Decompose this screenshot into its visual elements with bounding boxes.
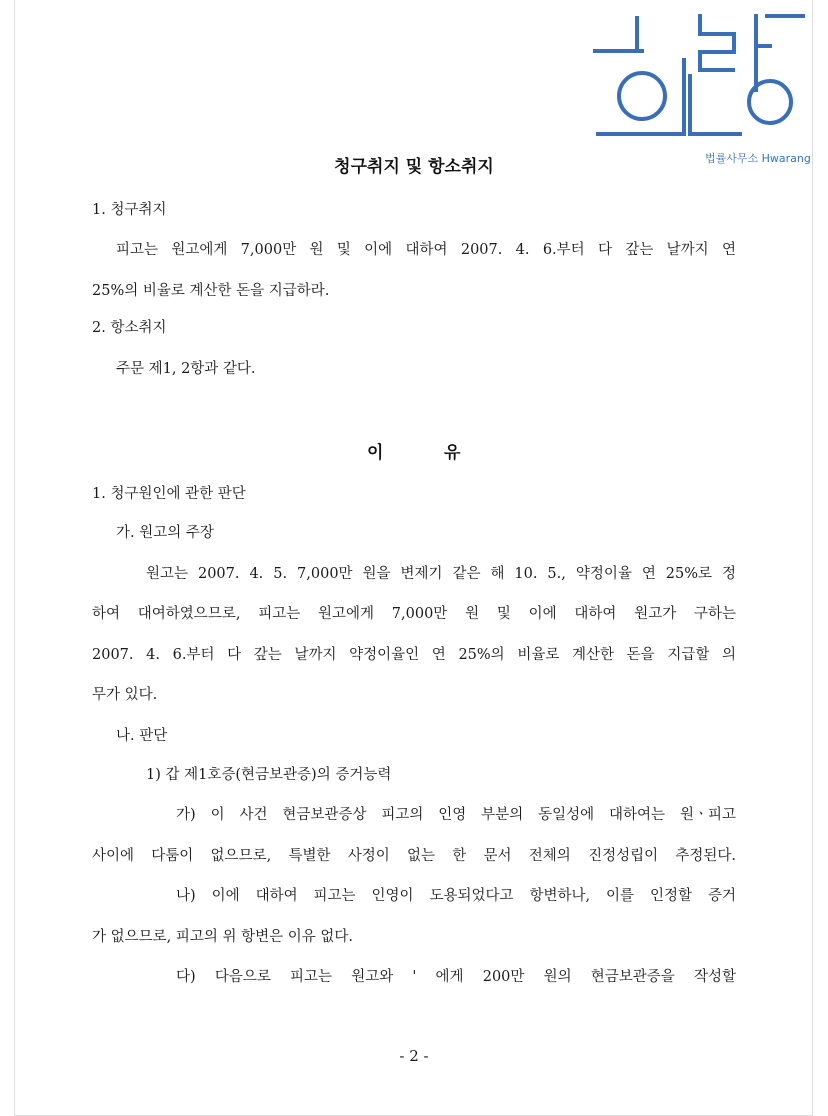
appeal-heading: 2. 항소취지 [92,320,167,336]
section-heading: 1. 청구원인에 관한 판단 [92,486,246,502]
claim-text-line: 피고는 원고에게 7,000만 원 및 이에 대하여 2007. 4. 6.부터 다 갚는 날까지 연 [116,242,736,258]
appeal-text-line: 주문 제1, 2항과 같다. [116,361,256,377]
paragraph-line: 가) 이 사건 현금보관증상 피고의 인영 부분의 동일성에 대하여는 원ㆍ피고 [176,807,736,823]
firm-caption: 법률사무소 Hwarang [705,152,811,165]
firm-logo [590,8,810,168]
paragraph-line: 2007. 4. 6.부터 다 갚는 날까지 약정이율인 연 25%의 비율로 계산한 돈을 지급할 의 [92,647,736,663]
hwarang-logo-icon [590,8,810,148]
paragraph-line: 원고는 2007. 4. 5. 7,000만 원을 변제기 같은 해 10. 5., 약정이율 연 25%로 정 [146,566,736,582]
subsection-heading: 나. 판단 [116,728,168,744]
paragraph-line: 나) 이에 대하여 피고는 인영이 도용되었다고 항변하나, 이를 인정할 증거 [176,888,736,904]
claim-text-line: 25%의 비율로 계산한 돈을 지급하라. [92,283,330,299]
page-number: - 2 - [399,1047,429,1065]
paragraph-line: 사이에 다툼이 없으므로, 특별한 사정이 없는 한 문서 전체의 진정성립이 추정된다. [92,848,736,864]
reasons-title-left: 이 [367,443,384,463]
paragraph-line: 무가 있다. [92,687,158,703]
claim-heading: 1. 청구취지 [92,202,167,218]
subsection-heading: 가. 원고의 주장 [116,525,214,541]
paragraph-line: 가 없으므로, 피고의 위 항변은 이유 없다. [92,929,353,945]
reasons-title-right: 유 [444,443,461,463]
item-heading: 1) 갑 제1호증(현금보관증)의 증거능력 [146,767,392,783]
paragraph-line: 다) 다음으로 피고는 원고와 ' 에게 200만 원의 현금보관증을 작성할 [176,969,736,985]
claim-title: 청구취지 및 항소취지 [334,157,494,177]
paragraph-line: 하여 대여하였으므로, 피고는 원고에게 7,000만 원 및 이에 대하여 원고가 구하는 [92,606,736,622]
